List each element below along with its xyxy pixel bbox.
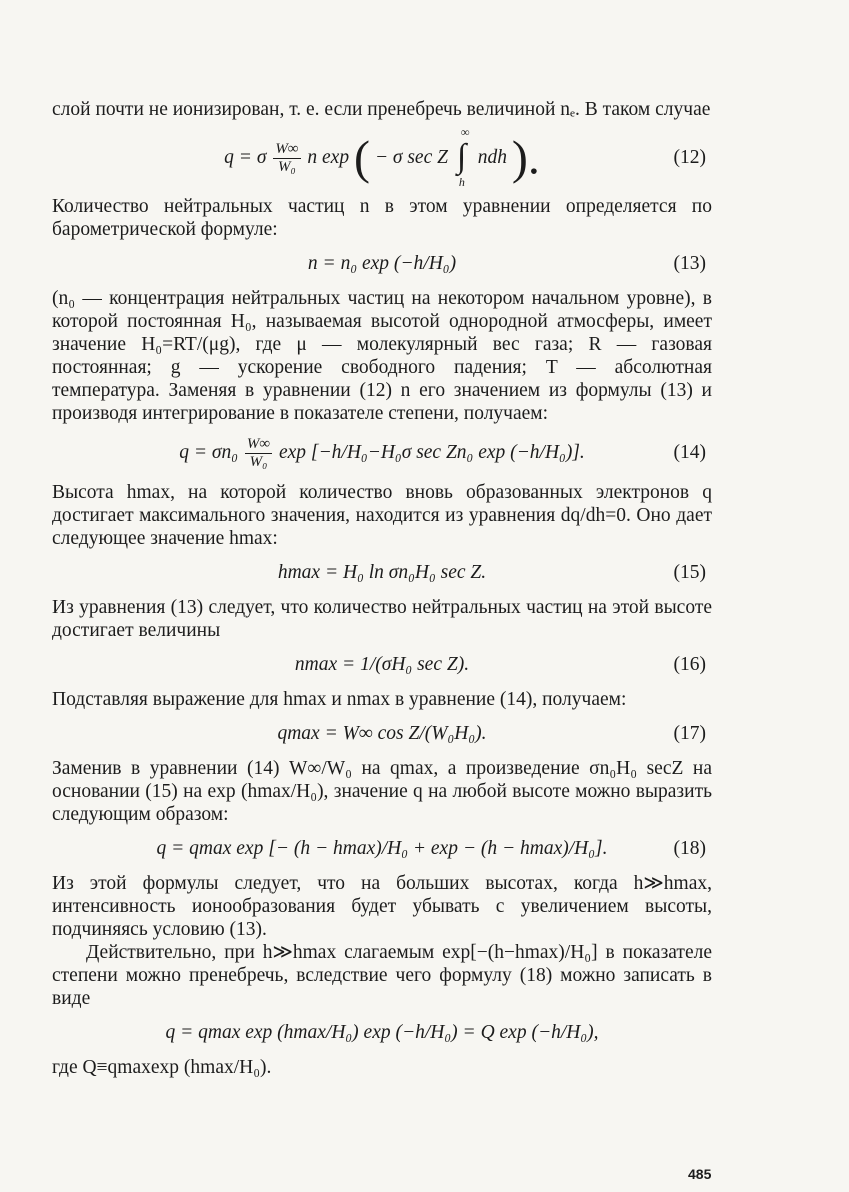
eq12-mid: n exp xyxy=(307,147,350,168)
eq13-formula: n = n₀ exp (−h/H₀) xyxy=(307,253,457,274)
equation-13 xyxy=(52,241,712,287)
paragraph-6: Подставляя выражение для hmax и nmax в уравнение (14), получаем: xyxy=(52,689,627,710)
eq14-fraction xyxy=(245,436,272,471)
eq12-paren-open: ( xyxy=(353,131,370,185)
paragraph-10: где Q≡qmaxexp (hmax/H₀). xyxy=(52,1057,272,1078)
eq18-number: (18) xyxy=(673,838,706,859)
equation-15 xyxy=(52,550,712,596)
eq12-fraction xyxy=(273,141,300,176)
paragraph-7: Заменив в уравнении (14) W∞/W₀ на qmax, а произведение σn₀H₀ secZ на основании (15) на exp (hmax/H₀), значение q на любой высоте можно выразить следующим образом: xyxy=(52,758,712,825)
eq12-frac-den: W₀ xyxy=(278,159,296,176)
page-body xyxy=(52,98,712,1079)
eq12-paren-close: ). xyxy=(511,131,540,185)
eq12-lhs: q = σ xyxy=(224,147,267,168)
integral-sign: ∫ ∞ h xyxy=(456,124,470,189)
eq16-number: (16) xyxy=(673,654,706,675)
eq14-frac-num: W∞ xyxy=(246,436,271,453)
paragraph-4: Высота hmax, на которой количество вновь образованных электронов q достигает максимального значения, находится из уравнения dq/dh=0. Оно дает следующее значение hmax: xyxy=(52,482,712,549)
eq14-lhs: q = σn₀ xyxy=(179,442,239,463)
paragraph-5: Из уравнения (13) следует, что количество нейтральных частиц на этой высоте достигает величины xyxy=(52,597,712,641)
eq14-number: (14) xyxy=(673,442,706,463)
equation-14 xyxy=(52,425,712,481)
eq14-frac-den: W₀ xyxy=(249,454,268,471)
eq17-number: (17) xyxy=(673,723,706,744)
eq13-number: (13) xyxy=(673,253,706,274)
paragraph-2: Количество нейтральных частиц n в этом уравнении определяется по барометрической формуле: xyxy=(52,196,712,240)
eq12-integrand: ndh xyxy=(477,147,507,168)
page-number: 485 xyxy=(688,1166,712,1182)
eq18-formula: q = qmax exp [− (h − hmax)/H₀ + exp − (h − hmax)/H₀]. xyxy=(156,838,608,859)
paragraph-8: Из этой формулы следует, что на больших высотах, когда h≫hmax, интенсивность ионообразования будет убывать с увеличением высоты, подчиняясь условию (13). xyxy=(52,873,712,940)
equation-16 xyxy=(52,642,712,688)
integral-lower-limit: h xyxy=(458,174,465,189)
paragraph-9: Действительно, при h≫hmax слагаемым exp[−(h−hmax)/H₀] в показателе степени можно пренебречь, вследствие чего формулу (18) можно записать в виде xyxy=(52,942,712,1009)
eq12-inner: − σ sec Z xyxy=(374,147,448,168)
eq12-number: (12) xyxy=(673,147,706,168)
equation-19 xyxy=(52,1010,712,1056)
eq17-formula: qmax = W∞ cos Z/(W₀H₀). xyxy=(277,723,487,744)
equation-17 xyxy=(52,711,712,757)
eq15-formula: hmax = H₀ ln σn₀H₀ sec Z. xyxy=(277,562,487,583)
eq19-formula: q = qmax exp (hmax/H₀) exp (−h/H₀) = Q exp (−h/H₀), xyxy=(165,1022,599,1043)
eq16-formula: nmax = 1/(σH₀ sec Z). xyxy=(294,654,470,675)
paragraph-1: слой почти не ионизирован, т. е. если пренебречь величиной nₑ. В таком случае xyxy=(52,99,711,120)
integral-upper-limit: ∞ xyxy=(460,124,470,139)
equation-12 xyxy=(52,121,712,195)
paragraph-3: (n₀ — концентрация нейтральных частиц на некотором начальном уровне), в которой постоянная H₀, называемая высотой однородной атмосферы, имеет значение H₀=RT/(μg), где μ — молекулярный вес газа; R — газовая постоянная; g — ускорение свободного падения; T — абсолютная температура. Заменяя в уравнении (12) n его значением из формулы (13) и производя интегрирование в показателе степени, получаем: xyxy=(52,288,712,424)
eq12-frac-num: W∞ xyxy=(275,141,299,158)
eq15-number: (15) xyxy=(673,562,706,583)
equation-18 xyxy=(52,826,712,872)
eq14-rhs: exp [−h/H₀−H₀σ sec Zn₀ exp (−h/H₀)]. xyxy=(278,442,585,463)
